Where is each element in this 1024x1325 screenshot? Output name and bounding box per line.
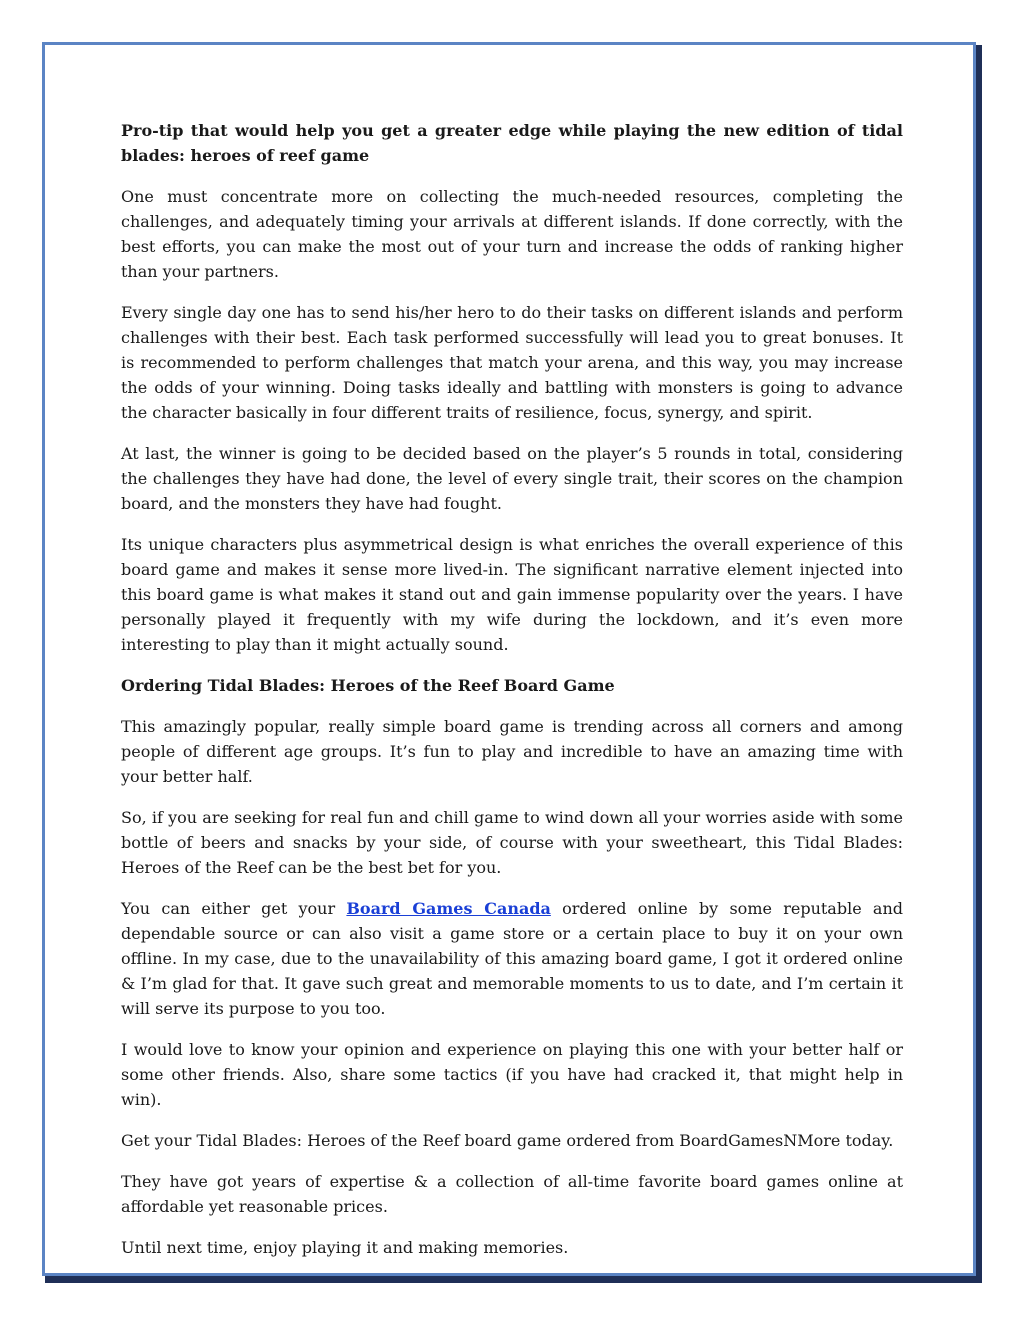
board-games-canada-link[interactable]: Board Games Canada <box>346 899 551 918</box>
paragraph: Every single day one has to send his/her hero to do their tasks on different islands and perform challenges with their best. Each task performed successfully will lead you to great bonuses. It is recommended to perform challenges that match your arena, and this way, you may increase the odds of your winning. Doing tasks ideally and battling with monsters is going to advance the character basically in four different traits of resilience, focus, synergy, and spirit. <box>121 303 903 422</box>
paragraph: They have got years of expertise & a collection of all-time favorite board games online at affordable yet reasonable prices. <box>121 1172 903 1216</box>
paragraph: So, if you are seeking for real fun and chill game to wind down all your worries aside with some bottle of beers and snacks by your side, of course with your sweetheart, this Tidal Blades: Heroes of the Reef can be the best bet for you. <box>121 808 903 877</box>
article-body <box>121 118 903 1276</box>
paragraph: Its unique characters plus asymmetrical design is what enriches the overall experience of this board game and makes it sense more lived-in. The significant narrative element injected into this board game is what makes it stand out and gain immense popularity over the years. I have personally played it frequently with my wife during the lockdown, and it’s even more interesting to play than it might actually sound. <box>121 535 903 654</box>
paragraph-text: You can either get your <box>121 899 347 918</box>
paragraph: At last, the winner is going to be decided based on the player’s 5 rounds in total, considering the challenges they have had done, the level of every single trait, their scores on the champion board, and the monsters they have had fought. <box>121 444 903 513</box>
paragraph: One must concentrate more on collecting the much-needed resources, completing the challenges, and adequately timing your arrivals at different islands. If done correctly, with the best efforts, you can make the most out of your turn and increase the odds of ranking higher than your partners. <box>121 187 903 281</box>
paragraph: I would love to know your opinion and experience on playing this one with your better half or some other friends. Also, share some tactics (if you have had cracked it, that might help in win). <box>121 1040 903 1109</box>
paragraph: Until next time, enjoy playing it and making memories. <box>121 1238 569 1257</box>
paragraph-with-link <box>121 896 903 1021</box>
section-heading-ordering: Ordering Tidal Blades: Heroes of the Reef Board Game <box>121 676 615 695</box>
paragraph-text: ordered online by some reputable and dependable source or can also visit a game store or a certain place to buy it on your own offline. In my case, due to the unavailability of this amazing board game, I got it ordered online & I’m glad for that. It gave such great and memorable moments to us to date, and I’m certain it will serve its purpose to you too. <box>121 899 904 1018</box>
paragraph: This amazingly popular, really simple board game is trending across all corners and among people of different age groups. It’s fun to play and incredible to have an amazing time with your better half. <box>121 717 903 786</box>
section-heading-pro-tip: Pro-tip that would help you get a greater edge while playing the new edition of tidal blades: heroes of reef game <box>121 121 903 165</box>
paragraph: Get your Tidal Blades: Heroes of the Reef board game ordered from BoardGamesNMore today. <box>121 1131 894 1150</box>
